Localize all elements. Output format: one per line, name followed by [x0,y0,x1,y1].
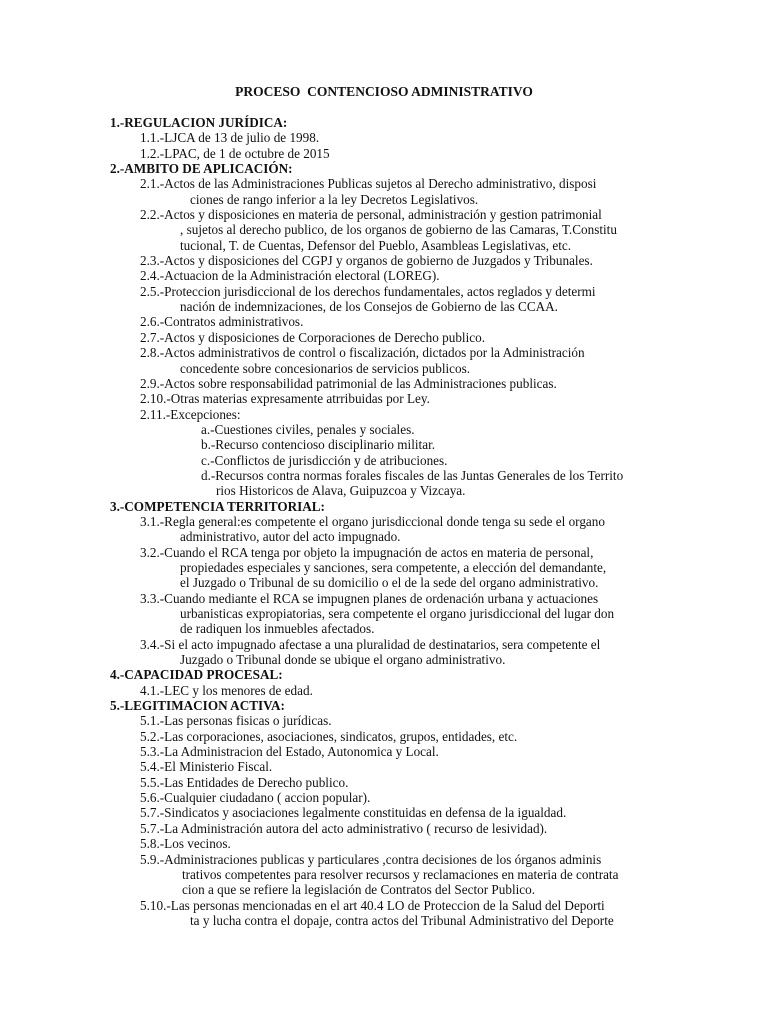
subsection-line: 2.9.-Actos sobre responsabilidad patrimonial de las Administraciones publicas. [140,375,557,391]
continuation-line: tucional, T. de Cuentas, Defensor del Pueblo, Asambleas Legislativas, etc. [180,237,572,253]
subsection-line: 5.8.-Los vecinos. [140,836,231,852]
section-heading: 1.-REGULACION JURÍDICA: [110,115,288,130]
section-heading: 3.-COMPETENCIA TERRITORIAL: [110,498,325,514]
subsection-line: 1.2.-LPAC, de 1 de octubre de 2015 [140,145,330,161]
subsection-line: 5.3.-La Administracion del Estado, Autonomica y Local. [140,744,439,760]
continuation-line: rios Historicos de Alava, Guipuzcoa y Vizcaya. [216,483,466,499]
continuation-line: Juzgado o Tribunal donde se ubique el organo administrativo. [180,652,506,668]
subsection-line: 5.2.-Las corporaciones, asociaciones, sindicatos, grupos, entidades, etc. [140,728,518,744]
subsection-line: 2.6.-Contratos administrativos. [140,314,304,330]
subsection-line: 3.4.-Si el acto impugnado afectase a una pluralidad de destinatarios, sera competente el [140,636,601,652]
continuation-line: administrativo, autor del acto impugnado. [180,529,401,545]
continuation-line: trativos competentes para resolver recursos y reclamaciones en materia de contrata [182,866,619,882]
subsection-line: 5.5.-Las Entidades de Derecho publico. [140,774,349,790]
subsection-line: 2.11.-Excepciones: [140,406,241,422]
continuation-line: urbanisticas expropiatorias, sera competente el organo jurisdiccional del lugar don [180,606,615,621]
subsection-line: 2.4.-Actuacion de la Administración electoral (LOREG). [140,268,440,284]
document-title: PROCESO CONTENCIOSO ADMINISTRATIVO [235,84,533,99]
continuation-line: concedente sobre concesionarios de servicios publicos. [180,360,471,376]
subsection-line: 2.3.-Actos y disposiciones del CGPJ y organos de gobierno de Juzgados y Tribunales. [140,253,593,269]
document-body [0,115,768,928]
subsection-line: 5.1.-Las personas fisicas o jurídicas. [140,713,332,729]
exception-item: b.-Recurso contencioso disciplinario militar. [201,437,436,453]
exception-item: c.-Conflictos de jurisdicción y de atribuciones. [201,452,448,468]
subsection-line: 5.7.-La Administración autora del acto administrativo ( recurso de lesividad). [140,820,548,836]
subsection-line: 5.7.-Sindicatos y asociaciones legalmente constituidas en defensa de la igualdad. [140,805,567,821]
subsection-line: 5.4.-El Ministerio Fiscal. [140,759,273,775]
continuation-line: nación de indemnizaciones, de los Consejos de Gobierno de las CCAA. [180,299,558,315]
continuation-line: , sujetos al derecho publico, de los organos de gobierno de las Camaras, T.Constitu [180,222,617,238]
subsection-line: 5.6.-Cualquier ciudadano ( accion popular). [140,790,371,806]
subsection-line: 2.8.-Actos administrativos de control o fiscalización, dictados por la Administración [140,345,585,361]
section-heading: 4.-CAPACIDAD PROCESAL: [110,667,283,683]
exception-item: d.-Recursos contra normas forales fiscales de las Juntas Generales de los Territo [201,467,624,483]
subsection-line: 2.1.-Actos de las Administraciones Publicas sujetos al Derecho administrativo, disposi [140,176,597,192]
continuation-line: ciones de rango inferior a la ley Decretos Legislativos. [190,191,479,207]
subsection-line: 4.1.-LEC y los menores de edad. [140,682,313,698]
subsection-line: 1.1.-LJCA de 13 de julio de 1998. [140,130,320,146]
subsection-line: 3.3.-Cuando mediante el RCA se impugnen planes de ordenación urbana y actuaciones [140,590,599,606]
subsection-line: 2.2.-Actos y disposiciones en materia de personal, administración y gestion patrimonial [140,207,602,223]
continuation-line: de radiquen los inmuebles afectados. [180,621,375,637]
subsection-line: 2.10.-Otras materias expresamente atrribuidas por Ley. [140,391,430,407]
continuation-line: cion a que se refiere la legislación de Contratos del Sector Publico. [182,882,536,898]
subsection-line: 2.7.-Actos y disposiciones de Corporaciones de Derecho publico. [140,329,485,345]
section-heading: 2.-AMBITO DE APLICACIÓN: [110,161,293,177]
continuation-line: el Juzgado o Tribunal de su domicilio o el de la sede del organo administrativo. [180,575,599,591]
subsection-line: 2.5.-Proteccion jurisdiccional de los derechos fundamentales, actos reglados y determi [140,283,596,299]
subsection-line: 5.9.-Administraciones publicas y particulares ,contra decisiones de los órganos adminis [140,851,602,867]
subsection-line: 5.10.-Las personas mencionadas en el art 40.4 LO de Proteccion de la Salud del Deporti [140,897,605,913]
continuation-line: ta y lucha contra el dopaje, contra actos del Tribunal Administrativo del Deporte [190,912,614,928]
subsection-line: 3.1.-Regla general:es competente el organo jurisdiccional donde tenga su sede el organo [140,513,605,529]
exception-item: a.-Cuestiones civiles, penales y sociales. [201,421,415,437]
subsection-line: 3.2.-Cuando el RCA tenga por objeto la impugnación de actos en materia de personal, [140,544,594,560]
continuation-line: propiedades especiales y sanciones, sera competente, a elección del demandante, [180,559,607,575]
section-heading: 5.-LEGITIMACION ACTIVA: [110,698,285,714]
